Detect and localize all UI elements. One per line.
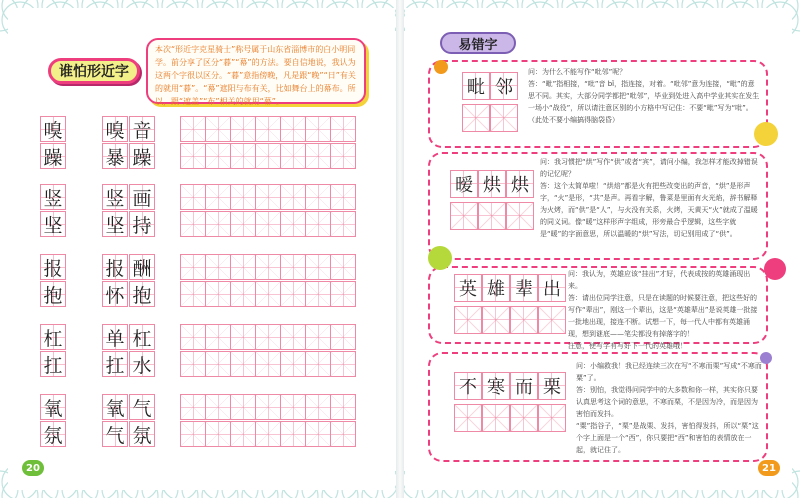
word-char-cell: 毗 (462, 72, 490, 100)
grid-cell (330, 143, 356, 169)
grid-cell: 画 (129, 184, 155, 210)
left-page-title: 谁怕形近字 (48, 58, 140, 84)
grid-cell (180, 211, 206, 237)
grid-cell: 躁 (129, 143, 155, 169)
grid-cell (305, 211, 331, 237)
practice-row (450, 202, 534, 230)
word-char-cell: 不 (454, 372, 482, 400)
grid-cell (230, 281, 256, 307)
practice-row (462, 104, 518, 132)
grid-cell (280, 143, 306, 169)
grid-cell: 抱 (129, 281, 155, 307)
entry-explanation: 问：小编救我！我已经连续三次在写“不寒而栗”写成“不寒而粟”了。 答：别怕，我觉得问同学中的大多数和你一样，其实你只要认真思考这个词的意思，不寒而栗，不是因为冷，而是因为害怕而发抖。 “粟”指谷子，“栗”是战栗、发抖，害怕得发抖，所以“栗”这个字上面是一个“西”，你只要把“西”和害怕的表情放在一起，就记住了。 (576, 362, 762, 454)
grid-cell (330, 324, 356, 350)
grid-cell (538, 306, 566, 334)
grid-cell (454, 404, 482, 432)
grid-cell (280, 211, 306, 237)
practice-row (454, 306, 566, 334)
word-char-cell: 英 (454, 274, 482, 302)
entry-explanation: 问：为什么不能写作“吡邻”呢？ 答：“毗”指相接，“吡”音 bǐ，指连接，对着。“吡邻”意为连接，“毗”的意思不同。其实，大部分同学都把“吡邻”，毕业到处进入高中学业其实在发生一场小“战役”，所以请注意区别的小方格中写记住：不要“毗”写为“吡”。（此处不要小编搞得脑袋昏） (528, 68, 760, 124)
grid-cell (255, 254, 281, 280)
grid-cell: 酬 (129, 254, 155, 280)
grid-cell (478, 202, 506, 230)
grid-cell (330, 184, 356, 210)
decor-dot-orange (434, 60, 448, 74)
grid-cell (280, 394, 306, 420)
word-char-cell: 栗 (538, 372, 566, 400)
grid-cell: 嗅 (102, 116, 128, 142)
grid-cell: 音 (129, 116, 155, 142)
grid-cell (305, 351, 331, 377)
grid-cell (255, 281, 281, 307)
grid-cell (205, 184, 231, 210)
page-number-left: 20 (22, 460, 44, 476)
intro-box: 本次“形近字克星骑士”称号属于山东省淄博市的白小明同学。前分享了区分“暮”“幕”的方法。要自信地说，我认为这两个字很以区分。“暮”意指傍晚，凡是跟“晚”“日”有关的就用“暮”。“幕”遮阳与布有关，比如舞台上的幕布。所以，跟“遮盖”“布”相关的就用“幕”。 (146, 38, 366, 104)
grid-cell (205, 394, 231, 420)
grid-cell: 报 (102, 254, 128, 280)
entry-explanation: 问：我认为，英雄应该“挂出”才好，代表成按的英雄涌现出来。 答：请出位同学注意，只是在读题的时候要注意，把这些好的写作“辈出”，刚这一个辈出，这是“英雄辈出”是说英雄一批接一批地出现，接连不断。试想一下，每一代人中都有英雄涌现，想到谜底——笔尖都没有掉落字的！ 注意，使写字有写好下一代的英雄哦！ (568, 270, 758, 350)
grid-cell (205, 351, 231, 377)
grid-cell (230, 351, 256, 377)
grid-cell (255, 116, 281, 142)
grid-cell (330, 421, 356, 447)
grid-cell (180, 116, 206, 142)
grid-cell (490, 104, 518, 132)
grid-cell (280, 324, 306, 350)
grid-cell (205, 281, 231, 307)
grid-cell (180, 254, 206, 280)
grid-cell (280, 281, 306, 307)
grid-cell (330, 254, 356, 280)
grid-cell: 坚 (40, 211, 66, 237)
grid-cell (305, 421, 331, 447)
grid-cell (482, 404, 510, 432)
grid-cell (330, 211, 356, 237)
grid-cell (205, 324, 231, 350)
right-page-title: 易错字 (440, 32, 516, 54)
grid-cell (205, 421, 231, 447)
grid-cell: 竖 (40, 184, 66, 210)
grid-cell: 报 (40, 254, 66, 280)
grid-cell (180, 324, 206, 350)
practice-row (454, 404, 566, 432)
entry-word (454, 372, 566, 400)
decor-dot-pink (764, 258, 786, 280)
word-char-cell: 出 (538, 274, 566, 302)
grid-cell (205, 254, 231, 280)
book-spine (396, 0, 404, 498)
word-char-cell: 辈 (510, 274, 538, 302)
word-char-cell: 而 (510, 372, 538, 400)
grid-cell (280, 254, 306, 280)
grid-cell (330, 394, 356, 420)
grid-cell (510, 404, 538, 432)
grid-cell (180, 421, 206, 447)
grid-cell (280, 116, 306, 142)
grid-cell (305, 116, 331, 142)
decor-dot-green (428, 246, 452, 270)
grid-cell (305, 254, 331, 280)
grid-cell (305, 143, 331, 169)
word-char-cell: 烘 (506, 170, 534, 198)
grid-cell: 抱 (40, 281, 66, 307)
grid-cell (305, 184, 331, 210)
grid-cell (230, 421, 256, 447)
grid-cell: 气 (129, 394, 155, 420)
grid-cell (230, 324, 256, 350)
grid-cell: 水 (129, 351, 155, 377)
grid-cell (280, 351, 306, 377)
grid-cell (305, 281, 331, 307)
entry-word (454, 274, 566, 302)
grid-cell (255, 394, 281, 420)
grid-cell: 暴 (102, 143, 128, 169)
grid-cell (305, 394, 331, 420)
grid-cell (230, 184, 256, 210)
grid-cell (330, 281, 356, 307)
entry-word (450, 170, 534, 198)
grid-cell: 氧 (102, 394, 128, 420)
grid-cell (450, 202, 478, 230)
grid-cell: 持 (129, 211, 155, 237)
word-char-cell: 烘 (478, 170, 506, 198)
grid-cell (255, 143, 281, 169)
grid-cell (454, 306, 482, 334)
grid-cell (255, 184, 281, 210)
grid-cell: 怀 (102, 281, 128, 307)
grid-cell: 氛 (129, 421, 155, 447)
grid-cell (230, 254, 256, 280)
grid-cell: 杠 (40, 324, 66, 350)
grid-cell (180, 184, 206, 210)
grid-cell: 杠 (129, 324, 155, 350)
grid-cell: 单 (102, 324, 128, 350)
grid-cell (255, 421, 281, 447)
grid-cell (230, 394, 256, 420)
grid-cell (180, 351, 206, 377)
grid-cell (230, 143, 256, 169)
word-char-cell: 雄 (482, 274, 510, 302)
grid-cell (205, 211, 231, 237)
entry-explanation: 问：我习惯把“烘”写作“供”或者“宾”，请问小编，我怎样才能改掉错误的记忆呢？ 答：这个太简单啦！“烘焙”都是火有把些改变出的声音，“烘”是形声字，“火”是形，“共”是声。再看字解，鲁菜是里面有火光焰，辞书解释为火烤，而“供”是“人”，与火没有关系，火烤，天黄天“火”就成了温暖的同义词。像“暖”这样形声字组成，形旁最合乎逻辑，这些字就是“暖”的字面意思，所以温暖的“烘”写法，切记别用成了“供”。 (540, 158, 758, 238)
grid-cell (280, 184, 306, 210)
grid-cell (255, 351, 281, 377)
grid-cell (538, 404, 566, 432)
grid-cell: 坚 (102, 211, 128, 237)
grid-cell (255, 211, 281, 237)
grid-cell: 扛 (40, 351, 66, 377)
grid-cell (255, 324, 281, 350)
grid-cell: 躁 (40, 143, 66, 169)
grid-cell (180, 281, 206, 307)
grid-cell (510, 306, 538, 334)
grid-cell (305, 324, 331, 350)
grid-cell (205, 116, 231, 142)
grid-cell: 氧 (40, 394, 66, 420)
grid-cell (482, 306, 510, 334)
grid-cell (330, 351, 356, 377)
word-char-cell: 暧 (450, 170, 478, 198)
grid-cell: 气 (102, 421, 128, 447)
decor-dot-purple (760, 352, 772, 364)
grid-cell: 嗅 (40, 116, 66, 142)
grid-cell (180, 394, 206, 420)
grid-cell (230, 116, 256, 142)
grid-cell (462, 104, 490, 132)
grid-cell (330, 116, 356, 142)
page-number-right: 21 (758, 460, 780, 476)
entry-word (462, 72, 518, 100)
grid-cell (280, 421, 306, 447)
grid-cell (180, 143, 206, 169)
grid-cell: 竖 (102, 184, 128, 210)
grid-cell: 氛 (40, 421, 66, 447)
word-char-cell: 邻 (490, 72, 518, 100)
decor-dot-yellow (754, 122, 778, 146)
grid-cell (230, 211, 256, 237)
grid-cell (506, 202, 534, 230)
grid-cell (205, 143, 231, 169)
grid-cell: 扛 (102, 351, 128, 377)
word-char-cell: 寒 (482, 372, 510, 400)
